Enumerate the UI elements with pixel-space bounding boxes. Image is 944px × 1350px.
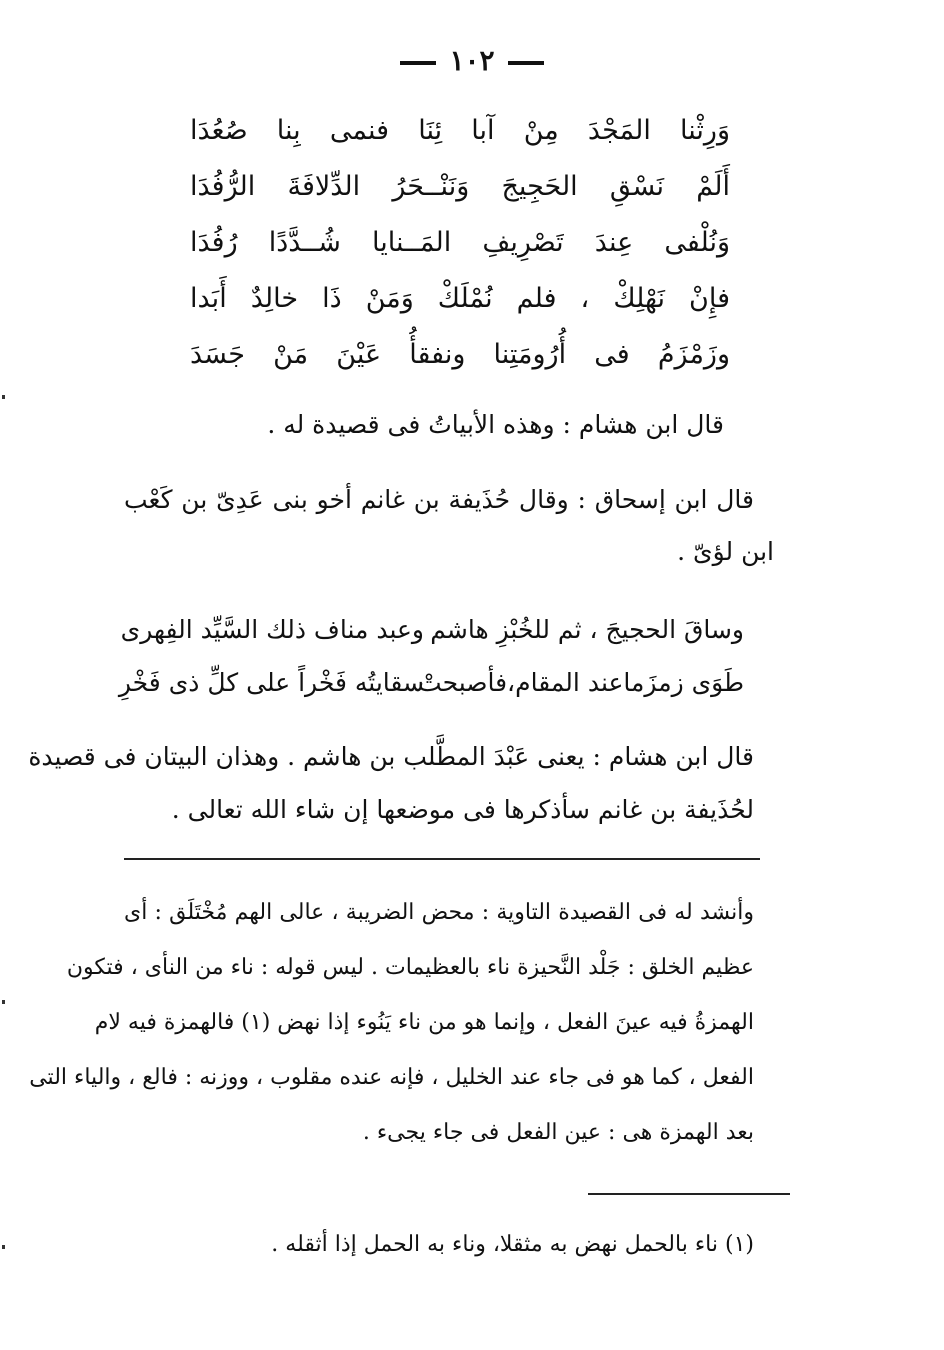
page-number [0,44,944,77]
commentary-line: الهمزةُ فيه عينَ الفعل ، وإنما هو من ناء يَنُوء إذا نهض (١) فالهمزة فيه لام [94,1010,754,1035]
poem-line: فإِنْ نَهْلِكْ ، فلم نُمْلَكْ وَمَنْ ذَا خالِدٌ أَبَدا [190,283,730,314]
verse-line-1-second: وعبد مناف ذلك السَّيِّد الفِهرى [120,615,424,644]
paragraph-ibn-hisham-2-cont: لحُذَيفة بن غانم سأذكرها فى موضعها إن شاء الله تعالى . [171,795,754,824]
dash-right [508,61,544,65]
commentary-line: عظيم الخلق : جَلْد النَّحيزة ناء بالعظيمات . ليس قوله : ناء من النأى ، فتكون [66,955,754,980]
page-number-text: ١٠٢ [449,44,495,77]
paragraph-ibn-hisham-2: قال ابن هشام : يعنى عَبْدَ المطَّلب بن هاشم . وهذان البيتان فى قصيدة [28,742,754,771]
footnote: (١) ناء بالحمل نهض به مثقلا، وناء به الحمل إذا أثقله . [271,1232,754,1257]
verse-line-2-first: طَوَى زمزَماعند المقام،فأصبحتْ [418,668,744,697]
commentary-line: بعد الهمزة هى : عين الفعل فى جاء يجىء . [362,1120,754,1145]
margin-mark [2,395,5,399]
verse-line-2-second: سقايتُه فَخْراً على كلِّ ذى فَخْرِ [118,668,424,697]
separator-rule [124,858,760,860]
poem-line: أَلَمْ نَسْقِ الحَجِيجَ وَنَنْــحَرُ الدِّلافَةَ الرُّفُدَا [190,171,730,202]
paragraph-ibn-ishaq: قال ابن إسحاق : وقال حُذَيفة بن غانم أخو بنى عَدِىّ بن كَعْب [124,485,754,514]
poem-line: وَنُلْفى عِندَ تَصْرِيفِ المَــنايا شُــدَّدًا رُفُدَا [190,227,730,258]
poem-line: وزَمْزَمُ فى أُرُومَتِنا ونفقأُ عَيْنَ مَنْ جَسَدَ [190,339,730,370]
margin-mark [2,1000,5,1004]
paragraph-ibn-hisham-1: قال ابن هشام : وهذه الأبياتُ فى قصيدة له . [267,410,724,439]
commentary-line: الفعل ، كما هو فى جاء عند الخليل ، فإنه عنده مقلوب ، ووزنه : فالع ، والياء التى [29,1065,754,1090]
dash-left [400,61,436,65]
verse-line-1-first: وساقَ الحجيجَ ، ثم للخُبْزِ هاشم [430,615,744,644]
paragraph-ibn-ishaq-cont: ابن لؤىّ . [677,537,774,566]
footnote-rule [588,1193,790,1195]
poem-line: وَرِثْنا المَجْدَ مِنْ آبا ئِنَا فنمى بِنا صُعُدَا [190,115,730,146]
commentary-line: وأنشد له فى القصيدة التاوية : محض الضريبة ، عالى الهم مُخْتَلَق : أى [124,900,754,925]
margin-mark [2,1245,5,1249]
